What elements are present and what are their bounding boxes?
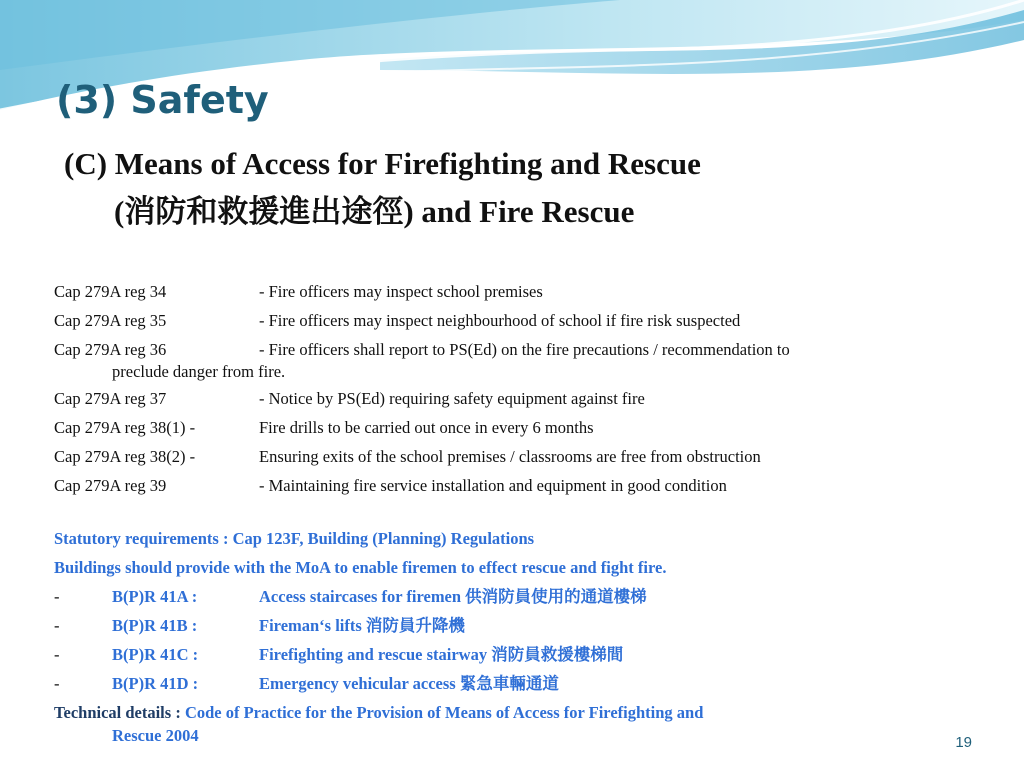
regulation-desc: - Fire officers shall report to PS(Ed) on the fire precautions / recommendation to bbox=[259, 340, 790, 359]
technical-details-text: Code of Practice for the Provision of Means of Access for Firefighting and bbox=[184, 703, 704, 722]
bullet-dash: - bbox=[54, 587, 60, 606]
statutory-description: Buildings should provide with the MoA to enable firemen to effect rescue and fight fire. bbox=[54, 558, 667, 577]
subtitle-line-1: (C) Means of Access for Firefighting and Rescue bbox=[64, 146, 701, 181]
technical-details bbox=[54, 701, 964, 747]
regulation-desc-continued: preclude danger from fire. bbox=[112, 362, 286, 381]
technical-details-continued: Rescue 2004 bbox=[112, 726, 199, 745]
regulation-row bbox=[54, 445, 964, 469]
list-item bbox=[54, 672, 964, 696]
regulation-desc: - Maintaining fire service installation and equipment in good condition bbox=[259, 476, 727, 495]
statutory-requirements: Statutory requirements : Cap 123F, Building (Planning) Regulations bbox=[54, 529, 535, 548]
list-item bbox=[54, 614, 964, 638]
regulation-row bbox=[54, 280, 964, 304]
bullet-dash: - bbox=[54, 645, 60, 664]
slide-body bbox=[54, 280, 964, 747]
bullet-dash: - bbox=[54, 616, 60, 635]
regulation-code: B(P)R 41B : bbox=[112, 616, 198, 635]
list-item bbox=[54, 585, 964, 609]
regulation-desc: Fire drills to be carried out once in every 6 months bbox=[259, 418, 594, 437]
regulation-row bbox=[54, 309, 964, 333]
bullet-text: Access staircases for firemen 供消防員使用的通道樓梯 bbox=[259, 587, 647, 606]
subtitle-line-2: (消防和救援進出途徑) and Fire Rescue bbox=[114, 194, 635, 229]
regulation-ref: Cap 279A reg 39 bbox=[54, 476, 167, 495]
regulation-ref: Cap 279A reg 38(1) - bbox=[54, 418, 196, 437]
regulation-ref: Cap 279A reg 37 bbox=[54, 389, 167, 408]
regulation-ref: Cap 279A reg 35 bbox=[54, 311, 167, 330]
regulation-row bbox=[54, 474, 964, 498]
bullet-text: Firefighting and rescue stairway 消防員救援樓梯間 bbox=[259, 645, 624, 664]
regulation-desc: Ensuring exits of the school premises / classrooms are free from obstruction bbox=[259, 447, 761, 466]
regulation-ref: Cap 279A reg 34 bbox=[54, 282, 167, 301]
bullet-dash: - bbox=[54, 674, 60, 693]
list-item bbox=[54, 643, 964, 667]
slide-subtitle bbox=[64, 140, 964, 236]
regulation-ref: Cap 279A reg 38(2) - bbox=[54, 447, 196, 466]
regulation-row bbox=[54, 338, 964, 382]
regulation-desc: - Fire officers may inspect school premises bbox=[259, 282, 543, 301]
regulation-desc: - Fire officers may inspect neighbourhood of school if fire risk suspected bbox=[259, 311, 741, 330]
slide-title: (3) Safety bbox=[56, 78, 269, 122]
regulation-code: B(P)R 41C : bbox=[112, 645, 199, 664]
regulation-code: B(P)R 41A : bbox=[112, 587, 198, 606]
regulation-code: B(P)R 41D : bbox=[112, 674, 199, 693]
spacer bbox=[54, 503, 964, 527]
regulation-desc: - Notice by PS(Ed) requiring safety equipment against fire bbox=[259, 389, 645, 408]
bullet-text: Emergency vehicular access 緊急車輛通道 bbox=[259, 674, 559, 693]
regulation-row bbox=[54, 416, 964, 440]
regulation-ref: Cap 279A reg 36 bbox=[54, 340, 167, 359]
page-number: 19 bbox=[955, 734, 972, 751]
bullet-text: Fireman‘s lifts 消防員升降機 bbox=[259, 616, 465, 635]
technical-details-label: Technical details : bbox=[54, 703, 185, 722]
regulation-row bbox=[54, 387, 964, 411]
